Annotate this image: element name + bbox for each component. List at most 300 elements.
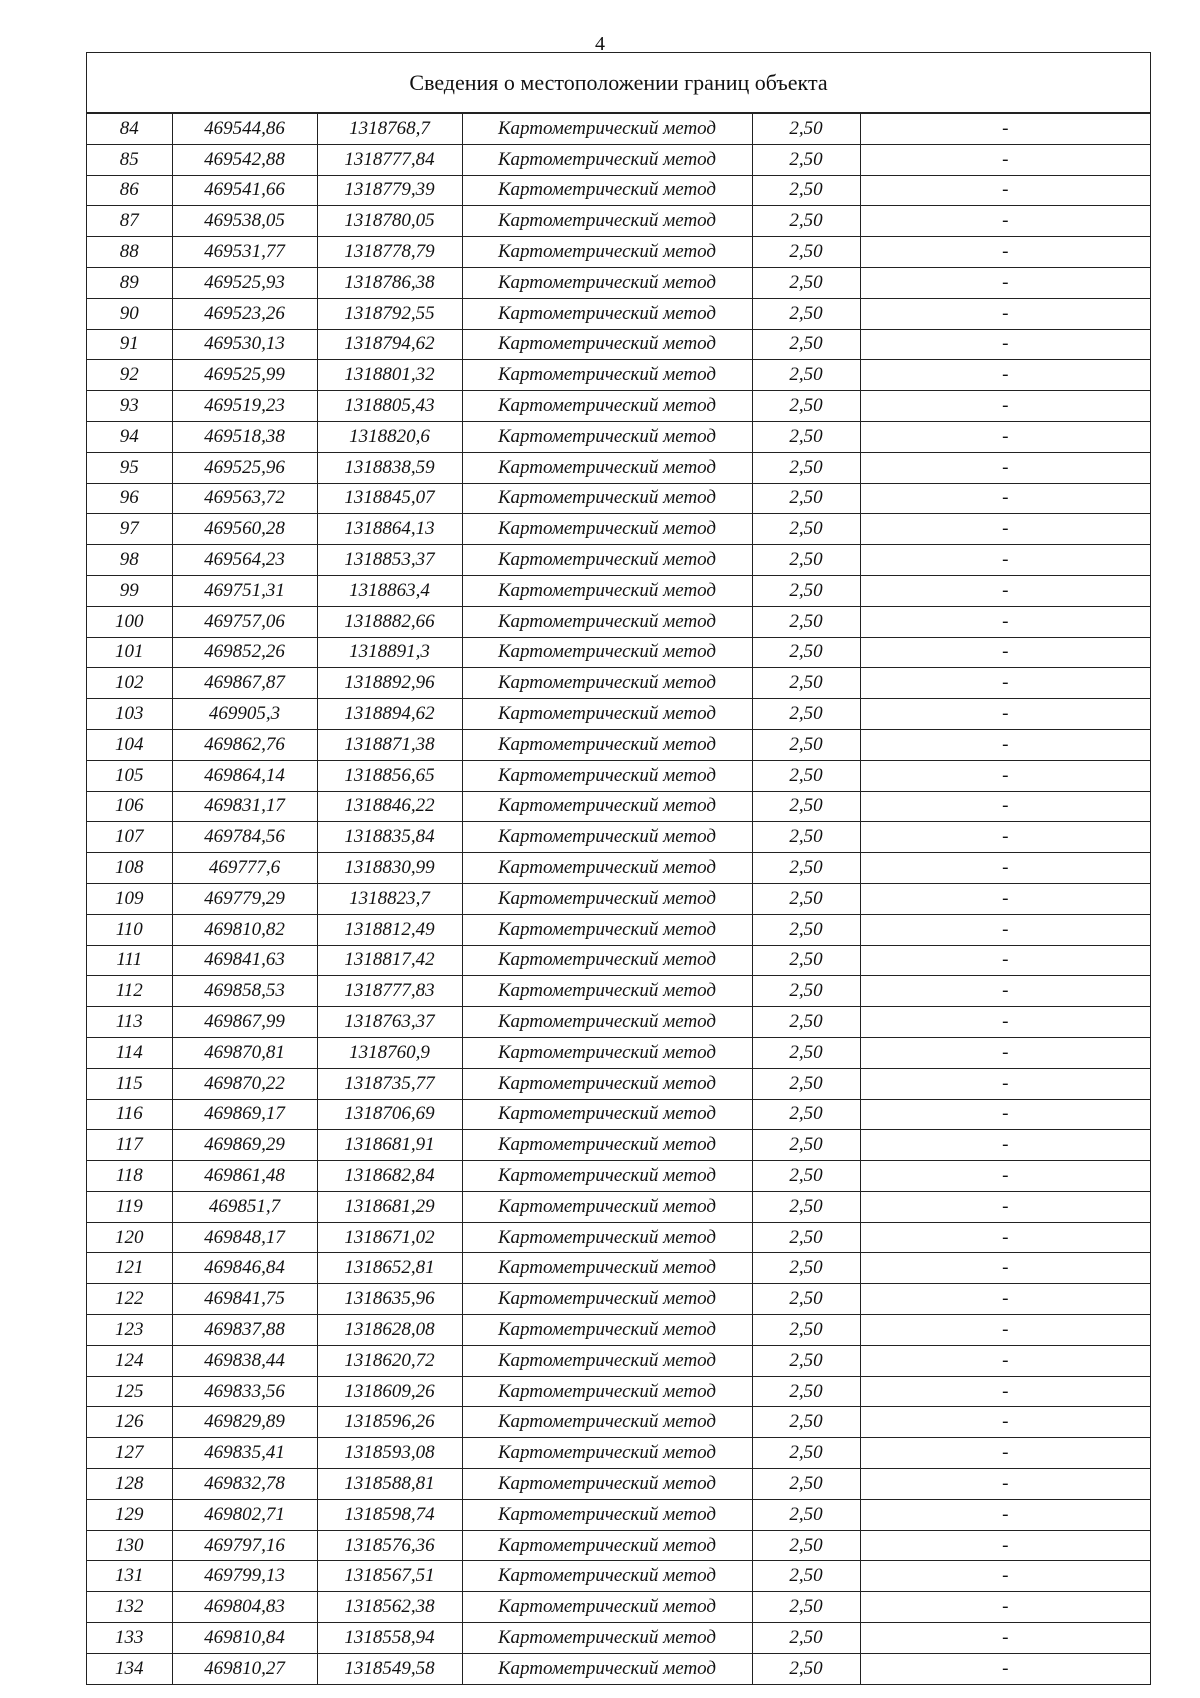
method-cell: Картометрический метод xyxy=(462,1407,752,1438)
table-row xyxy=(87,1253,1150,1284)
table-row xyxy=(87,1191,1150,1222)
x-coordinate-cell: 469751,31 xyxy=(172,575,317,606)
accuracy-cell: 2,50 xyxy=(752,1407,860,1438)
table-row xyxy=(87,360,1150,391)
y-coordinate-cell: 1318812,49 xyxy=(317,914,462,945)
description-cell: - xyxy=(860,1499,1150,1530)
point-number-cell: 85 xyxy=(87,144,172,175)
accuracy-cell: 2,50 xyxy=(752,1099,860,1130)
x-coordinate-cell: 469541,66 xyxy=(172,175,317,206)
x-coordinate-cell: 469867,87 xyxy=(172,668,317,699)
x-coordinate-cell: 469804,83 xyxy=(172,1592,317,1623)
y-coordinate-cell: 1318891,3 xyxy=(317,637,462,668)
accuracy-cell: 2,50 xyxy=(752,1561,860,1592)
x-coordinate-cell: 469837,88 xyxy=(172,1315,317,1346)
method-cell: Картометрический метод xyxy=(462,514,752,545)
accuracy-cell: 2,50 xyxy=(752,699,860,730)
y-coordinate-cell: 1318635,96 xyxy=(317,1284,462,1315)
method-cell: Картометрический метод xyxy=(462,668,752,699)
point-number-cell: 127 xyxy=(87,1438,172,1469)
point-number-cell: 108 xyxy=(87,853,172,884)
y-coordinate-cell: 1318805,43 xyxy=(317,391,462,422)
x-coordinate-cell: 469799,13 xyxy=(172,1561,317,1592)
table-row xyxy=(87,545,1150,576)
accuracy-cell: 2,50 xyxy=(752,483,860,514)
method-cell: Картометрический метод xyxy=(462,760,752,791)
description-cell: - xyxy=(860,1191,1150,1222)
description-cell: - xyxy=(860,1037,1150,1068)
x-coordinate-cell: 469829,89 xyxy=(172,1407,317,1438)
description-cell: - xyxy=(860,637,1150,668)
method-cell: Картометрический метод xyxy=(462,114,752,144)
accuracy-cell: 2,50 xyxy=(752,1007,860,1038)
method-cell: Картометрический метод xyxy=(462,452,752,483)
y-coordinate-cell: 1318830,99 xyxy=(317,853,462,884)
y-coordinate-cell: 1318609,26 xyxy=(317,1376,462,1407)
method-cell: Картометрический метод xyxy=(462,1007,752,1038)
accuracy-cell: 2,50 xyxy=(752,545,860,576)
point-number-cell: 110 xyxy=(87,914,172,945)
description-cell: - xyxy=(860,883,1150,914)
method-cell: Картометрический метод xyxy=(462,606,752,637)
point-number-cell: 89 xyxy=(87,267,172,298)
description-cell: - xyxy=(860,945,1150,976)
method-cell: Картометрический метод xyxy=(462,1653,752,1683)
table-row xyxy=(87,206,1150,237)
y-coordinate-cell: 1318838,59 xyxy=(317,452,462,483)
description-cell: - xyxy=(860,575,1150,606)
description-cell: - xyxy=(860,606,1150,637)
description-cell: - xyxy=(860,1469,1150,1500)
y-coordinate-cell: 1318820,6 xyxy=(317,421,462,452)
method-cell: Картометрический метод xyxy=(462,1191,752,1222)
x-coordinate-cell: 469864,14 xyxy=(172,760,317,791)
method-cell: Картометрический метод xyxy=(462,1253,752,1284)
x-coordinate-cell: 469870,81 xyxy=(172,1037,317,1068)
y-coordinate-cell: 1318671,02 xyxy=(317,1222,462,1253)
y-coordinate-cell: 1318882,66 xyxy=(317,606,462,637)
y-coordinate-cell: 1318801,32 xyxy=(317,360,462,391)
x-coordinate-cell: 469810,82 xyxy=(172,914,317,945)
x-coordinate-cell: 469519,23 xyxy=(172,391,317,422)
method-cell: Картометрический метод xyxy=(462,1376,752,1407)
table-row xyxy=(87,637,1150,668)
table-row xyxy=(87,391,1150,422)
point-number-cell: 128 xyxy=(87,1469,172,1500)
table-row xyxy=(87,1007,1150,1038)
accuracy-cell: 2,50 xyxy=(752,976,860,1007)
accuracy-cell: 2,50 xyxy=(752,1530,860,1561)
point-number-cell: 114 xyxy=(87,1037,172,1068)
description-cell: - xyxy=(860,545,1150,576)
table-row xyxy=(87,267,1150,298)
accuracy-cell: 2,50 xyxy=(752,1284,860,1315)
description-cell: - xyxy=(860,853,1150,884)
method-cell: Картометрический метод xyxy=(462,267,752,298)
point-number-cell: 124 xyxy=(87,1345,172,1376)
description-cell: - xyxy=(860,1438,1150,1469)
point-number-cell: 134 xyxy=(87,1653,172,1683)
description-cell: - xyxy=(860,791,1150,822)
description-cell: - xyxy=(860,514,1150,545)
description-cell: - xyxy=(860,267,1150,298)
table-row xyxy=(87,1099,1150,1130)
x-coordinate-cell: 469905,3 xyxy=(172,699,317,730)
point-number-cell: 115 xyxy=(87,1068,172,1099)
x-coordinate-cell: 469869,17 xyxy=(172,1099,317,1130)
accuracy-cell: 2,50 xyxy=(752,1376,860,1407)
x-coordinate-cell: 469831,17 xyxy=(172,791,317,822)
method-cell: Картометрический метод xyxy=(462,791,752,822)
description-cell: - xyxy=(860,452,1150,483)
x-coordinate-cell: 469870,22 xyxy=(172,1068,317,1099)
method-cell: Картометрический метод xyxy=(462,1438,752,1469)
description-cell: - xyxy=(860,1161,1150,1192)
description-cell: - xyxy=(860,1345,1150,1376)
description-cell: - xyxy=(860,729,1150,760)
accuracy-cell: 2,50 xyxy=(752,1130,860,1161)
point-number-cell: 123 xyxy=(87,1315,172,1346)
method-cell: Картометрический метод xyxy=(462,945,752,976)
point-number-cell: 106 xyxy=(87,791,172,822)
description-cell: - xyxy=(860,1653,1150,1683)
table-row xyxy=(87,1469,1150,1500)
y-coordinate-cell: 1318760,9 xyxy=(317,1037,462,1068)
accuracy-cell: 2,50 xyxy=(752,945,860,976)
x-coordinate-cell: 469560,28 xyxy=(172,514,317,545)
description-cell: - xyxy=(860,976,1150,1007)
point-number-cell: 102 xyxy=(87,668,172,699)
accuracy-cell: 2,50 xyxy=(752,237,860,268)
x-coordinate-cell: 469838,44 xyxy=(172,1345,317,1376)
description-cell: - xyxy=(860,175,1150,206)
method-cell: Картометрический метод xyxy=(462,206,752,237)
method-cell: Картометрический метод xyxy=(462,329,752,360)
accuracy-cell: 2,50 xyxy=(752,1315,860,1346)
x-coordinate-cell: 469841,63 xyxy=(172,945,317,976)
method-cell: Картометрический метод xyxy=(462,1099,752,1130)
accuracy-cell: 2,50 xyxy=(752,1592,860,1623)
description-cell: - xyxy=(860,1623,1150,1654)
x-coordinate-cell: 469523,26 xyxy=(172,298,317,329)
x-coordinate-cell: 469841,75 xyxy=(172,1284,317,1315)
point-number-cell: 92 xyxy=(87,360,172,391)
accuracy-cell: 2,50 xyxy=(752,1623,860,1654)
accuracy-cell: 2,50 xyxy=(752,267,860,298)
x-coordinate-cell: 469810,27 xyxy=(172,1653,317,1683)
accuracy-cell: 2,50 xyxy=(752,1653,860,1683)
x-coordinate-cell: 469784,56 xyxy=(172,822,317,853)
method-cell: Картометрический метод xyxy=(462,1499,752,1530)
table-row xyxy=(87,144,1150,175)
method-cell: Картометрический метод xyxy=(462,421,752,452)
table-row xyxy=(87,1438,1150,1469)
description-cell: - xyxy=(860,114,1150,144)
accuracy-cell: 2,50 xyxy=(752,421,860,452)
point-number-cell: 84 xyxy=(87,114,172,144)
accuracy-cell: 2,50 xyxy=(752,606,860,637)
point-number-cell: 101 xyxy=(87,637,172,668)
table-row xyxy=(87,237,1150,268)
y-coordinate-cell: 1318596,26 xyxy=(317,1407,462,1438)
description-cell: - xyxy=(860,1376,1150,1407)
y-coordinate-cell: 1318892,96 xyxy=(317,668,462,699)
description-cell: - xyxy=(860,1561,1150,1592)
table-row xyxy=(87,945,1150,976)
description-cell: - xyxy=(860,822,1150,853)
boundary-points-table xyxy=(87,114,1150,1684)
y-coordinate-cell: 1318846,22 xyxy=(317,791,462,822)
y-coordinate-cell: 1318853,37 xyxy=(317,545,462,576)
point-number-cell: 96 xyxy=(87,483,172,514)
x-coordinate-cell: 469779,29 xyxy=(172,883,317,914)
table-row xyxy=(87,883,1150,914)
accuracy-cell: 2,50 xyxy=(752,1222,860,1253)
point-number-cell: 112 xyxy=(87,976,172,1007)
table-body xyxy=(87,114,1150,1684)
y-coordinate-cell: 1318588,81 xyxy=(317,1469,462,1500)
y-coordinate-cell: 1318779,39 xyxy=(317,175,462,206)
y-coordinate-cell: 1318652,81 xyxy=(317,1253,462,1284)
y-coordinate-cell: 1318777,84 xyxy=(317,144,462,175)
y-coordinate-cell: 1318567,51 xyxy=(317,1561,462,1592)
description-cell: - xyxy=(860,298,1150,329)
y-coordinate-cell: 1318778,79 xyxy=(317,237,462,268)
point-number-cell: 97 xyxy=(87,514,172,545)
x-coordinate-cell: 469538,05 xyxy=(172,206,317,237)
y-coordinate-cell: 1318863,4 xyxy=(317,575,462,606)
x-coordinate-cell: 469518,38 xyxy=(172,421,317,452)
description-cell: - xyxy=(860,237,1150,268)
y-coordinate-cell: 1318777,83 xyxy=(317,976,462,1007)
method-cell: Картометрический метод xyxy=(462,360,752,391)
method-cell: Картометрический метод xyxy=(462,175,752,206)
method-cell: Картометрический метод xyxy=(462,298,752,329)
table-row xyxy=(87,1592,1150,1623)
description-cell: - xyxy=(860,483,1150,514)
y-coordinate-cell: 1318735,77 xyxy=(317,1068,462,1099)
accuracy-cell: 2,50 xyxy=(752,1161,860,1192)
method-cell: Картометрический метод xyxy=(462,1284,752,1315)
point-number-cell: 86 xyxy=(87,175,172,206)
point-number-cell: 131 xyxy=(87,1561,172,1592)
point-number-cell: 111 xyxy=(87,945,172,976)
description-cell: - xyxy=(860,914,1150,945)
y-coordinate-cell: 1318894,62 xyxy=(317,699,462,730)
point-number-cell: 117 xyxy=(87,1130,172,1161)
description-cell: - xyxy=(860,206,1150,237)
table-row xyxy=(87,729,1150,760)
y-coordinate-cell: 1318558,94 xyxy=(317,1623,462,1654)
accuracy-cell: 2,50 xyxy=(752,791,860,822)
description-cell: - xyxy=(860,1592,1150,1623)
method-cell: Картометрический метод xyxy=(462,1315,752,1346)
y-coordinate-cell: 1318768,7 xyxy=(317,114,462,144)
method-cell: Картометрический метод xyxy=(462,144,752,175)
x-coordinate-cell: 469852,26 xyxy=(172,637,317,668)
table-row xyxy=(87,483,1150,514)
point-number-cell: 93 xyxy=(87,391,172,422)
table-row xyxy=(87,575,1150,606)
y-coordinate-cell: 1318823,7 xyxy=(317,883,462,914)
y-coordinate-cell: 1318856,65 xyxy=(317,760,462,791)
description-cell: - xyxy=(860,1284,1150,1315)
point-number-cell: 122 xyxy=(87,1284,172,1315)
table-row xyxy=(87,699,1150,730)
accuracy-cell: 2,50 xyxy=(752,914,860,945)
y-coordinate-cell: 1318845,07 xyxy=(317,483,462,514)
x-coordinate-cell: 469832,78 xyxy=(172,1469,317,1500)
x-coordinate-cell: 469563,72 xyxy=(172,483,317,514)
description-cell: - xyxy=(860,1253,1150,1284)
y-coordinate-cell: 1318628,08 xyxy=(317,1315,462,1346)
point-number-cell: 109 xyxy=(87,883,172,914)
y-coordinate-cell: 1318681,29 xyxy=(317,1191,462,1222)
x-coordinate-cell: 469846,84 xyxy=(172,1253,317,1284)
point-number-cell: 105 xyxy=(87,760,172,791)
method-cell: Картометрический метод xyxy=(462,637,752,668)
table-row xyxy=(87,514,1150,545)
table-row xyxy=(87,1284,1150,1315)
table-row xyxy=(87,421,1150,452)
x-coordinate-cell: 469531,77 xyxy=(172,237,317,268)
table-title: Сведения о местоположении границ объекта xyxy=(87,53,1150,114)
method-cell: Картометрический метод xyxy=(462,237,752,268)
method-cell: Картометрический метод xyxy=(462,883,752,914)
description-cell: - xyxy=(860,360,1150,391)
method-cell: Картометрический метод xyxy=(462,1561,752,1592)
point-number-cell: 98 xyxy=(87,545,172,576)
table-row xyxy=(87,1653,1150,1683)
table-row xyxy=(87,298,1150,329)
table-row xyxy=(87,1407,1150,1438)
x-coordinate-cell: 469862,76 xyxy=(172,729,317,760)
x-coordinate-cell: 469851,7 xyxy=(172,1191,317,1222)
x-coordinate-cell: 469530,13 xyxy=(172,329,317,360)
y-coordinate-cell: 1318598,74 xyxy=(317,1499,462,1530)
x-coordinate-cell: 469797,16 xyxy=(172,1530,317,1561)
method-cell: Картометрический метод xyxy=(462,1130,752,1161)
table-row xyxy=(87,1068,1150,1099)
accuracy-cell: 2,50 xyxy=(752,175,860,206)
table-row xyxy=(87,1161,1150,1192)
method-cell: Картометрический метод xyxy=(462,545,752,576)
accuracy-cell: 2,50 xyxy=(752,1253,860,1284)
point-number-cell: 125 xyxy=(87,1376,172,1407)
table-row xyxy=(87,976,1150,1007)
table-row xyxy=(87,114,1150,144)
table-row xyxy=(87,822,1150,853)
x-coordinate-cell: 469564,23 xyxy=(172,545,317,576)
x-coordinate-cell: 469802,71 xyxy=(172,1499,317,1530)
method-cell: Картометрический метод xyxy=(462,853,752,884)
table-row xyxy=(87,1222,1150,1253)
accuracy-cell: 2,50 xyxy=(752,114,860,144)
description-cell: - xyxy=(860,1130,1150,1161)
accuracy-cell: 2,50 xyxy=(752,637,860,668)
description-cell: - xyxy=(860,329,1150,360)
y-coordinate-cell: 1318817,42 xyxy=(317,945,462,976)
accuracy-cell: 2,50 xyxy=(752,514,860,545)
method-cell: Картометрический метод xyxy=(462,1068,752,1099)
x-coordinate-cell: 469848,17 xyxy=(172,1222,317,1253)
y-coordinate-cell: 1318792,55 xyxy=(317,298,462,329)
point-number-cell: 107 xyxy=(87,822,172,853)
description-cell: - xyxy=(860,1068,1150,1099)
accuracy-cell: 2,50 xyxy=(752,1499,860,1530)
method-cell: Картометрический метод xyxy=(462,1592,752,1623)
description-cell: - xyxy=(860,421,1150,452)
method-cell: Картометрический метод xyxy=(462,914,752,945)
accuracy-cell: 2,50 xyxy=(752,1438,860,1469)
x-coordinate-cell: 469833,56 xyxy=(172,1376,317,1407)
point-number-cell: 119 xyxy=(87,1191,172,1222)
y-coordinate-cell: 1318794,62 xyxy=(317,329,462,360)
table-row xyxy=(87,1345,1150,1376)
table-row xyxy=(87,452,1150,483)
x-coordinate-cell: 469757,06 xyxy=(172,606,317,637)
accuracy-cell: 2,50 xyxy=(752,575,860,606)
table-row xyxy=(87,1499,1150,1530)
x-coordinate-cell: 469777,6 xyxy=(172,853,317,884)
method-cell: Картометрический метод xyxy=(462,729,752,760)
y-coordinate-cell: 1318780,05 xyxy=(317,206,462,237)
x-coordinate-cell: 469544,86 xyxy=(172,114,317,144)
accuracy-cell: 2,50 xyxy=(752,853,860,884)
method-cell: Картометрический метод xyxy=(462,1530,752,1561)
table-row xyxy=(87,1376,1150,1407)
y-coordinate-cell: 1318562,38 xyxy=(317,1592,462,1623)
y-coordinate-cell: 1318549,58 xyxy=(317,1653,462,1683)
accuracy-cell: 2,50 xyxy=(752,452,860,483)
table-row xyxy=(87,606,1150,637)
y-coordinate-cell: 1318763,37 xyxy=(317,1007,462,1038)
accuracy-cell: 2,50 xyxy=(752,760,860,791)
y-coordinate-cell: 1318576,36 xyxy=(317,1530,462,1561)
table-row xyxy=(87,1623,1150,1654)
accuracy-cell: 2,50 xyxy=(752,822,860,853)
table-row xyxy=(87,791,1150,822)
accuracy-cell: 2,50 xyxy=(752,298,860,329)
description-cell: - xyxy=(860,1007,1150,1038)
y-coordinate-cell: 1318835,84 xyxy=(317,822,462,853)
description-cell: - xyxy=(860,144,1150,175)
x-coordinate-cell: 469525,96 xyxy=(172,452,317,483)
accuracy-cell: 2,50 xyxy=(752,1469,860,1500)
y-coordinate-cell: 1318786,38 xyxy=(317,267,462,298)
x-coordinate-cell: 469525,93 xyxy=(172,267,317,298)
x-coordinate-cell: 469858,53 xyxy=(172,976,317,1007)
description-cell: - xyxy=(860,1315,1150,1346)
accuracy-cell: 2,50 xyxy=(752,206,860,237)
point-number-cell: 132 xyxy=(87,1592,172,1623)
x-coordinate-cell: 469525,99 xyxy=(172,360,317,391)
point-number-cell: 120 xyxy=(87,1222,172,1253)
method-cell: Картометрический метод xyxy=(462,1222,752,1253)
accuracy-cell: 2,50 xyxy=(752,1068,860,1099)
method-cell: Картометрический метод xyxy=(462,699,752,730)
point-number-cell: 116 xyxy=(87,1099,172,1130)
point-number-cell: 91 xyxy=(87,329,172,360)
table-row xyxy=(87,1130,1150,1161)
accuracy-cell: 2,50 xyxy=(752,1345,860,1376)
accuracy-cell: 2,50 xyxy=(752,1191,860,1222)
y-coordinate-cell: 1318681,91 xyxy=(317,1130,462,1161)
table-row xyxy=(87,1530,1150,1561)
y-coordinate-cell: 1318706,69 xyxy=(317,1099,462,1130)
y-coordinate-cell: 1318682,84 xyxy=(317,1161,462,1192)
method-cell: Картометрический метод xyxy=(462,1161,752,1192)
